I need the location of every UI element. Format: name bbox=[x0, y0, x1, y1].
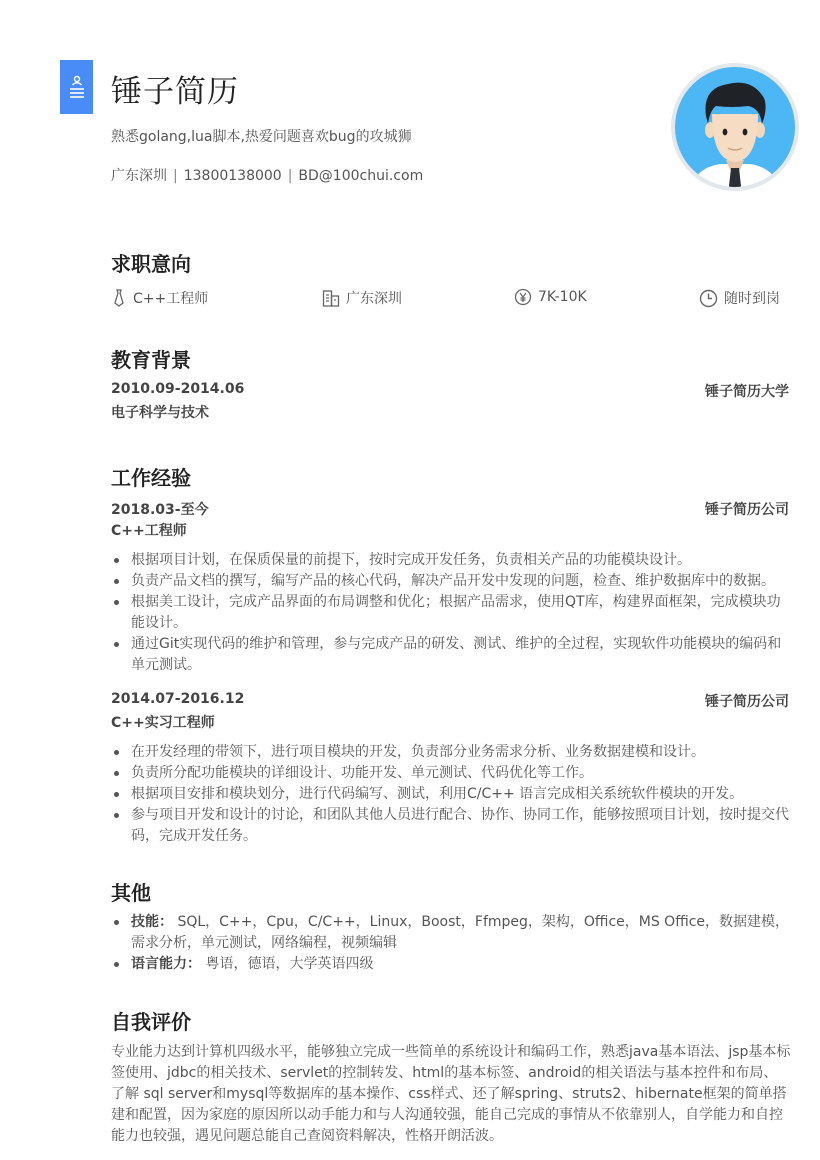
user-list-icon bbox=[69, 74, 85, 100]
contact-email: BD@100chui.com bbox=[298, 168, 424, 184]
yen-icon bbox=[514, 288, 532, 306]
list-item: 根据项目安排和模块划分，进行代码编写、测试，利用C/C++ 语言完成相关系统软件模块的开发。 bbox=[111, 784, 791, 805]
tie-icon bbox=[111, 289, 127, 307]
clock-icon bbox=[699, 289, 718, 308]
intent-salary-text: 7K-10K bbox=[538, 289, 587, 305]
education-school: 锤子简历大学 bbox=[705, 384, 789, 400]
intent-availability bbox=[699, 288, 780, 308]
education-row bbox=[111, 381, 789, 400]
list-item bbox=[111, 912, 791, 954]
work-duties-2 bbox=[111, 742, 791, 847]
contact-location: 广东深圳 bbox=[111, 168, 167, 184]
list-item: 负责产品文档的撰写，编写产品的核心代码，解决产品开发中发现的问题，检查、维护数据库中的数据。 bbox=[111, 571, 791, 592]
section-title-intent: 求职意向 bbox=[111, 252, 191, 276]
work-row-1 bbox=[111, 499, 789, 519]
list-item: 根据美工设计，完成产品界面的布局调整和优化；根据产品需求，使用QT库，构建界面框架，完成模块功能设计。 bbox=[111, 592, 791, 634]
intent-position bbox=[111, 288, 208, 308]
education-date: 2010.09-2014.06 bbox=[111, 381, 245, 397]
resume-badge bbox=[60, 60, 93, 114]
separator: | bbox=[287, 168, 293, 184]
candidate-name: 锤子简历 bbox=[111, 74, 239, 110]
work-duties-1 bbox=[111, 550, 791, 676]
avatar bbox=[670, 62, 800, 192]
work-role: C++实习工程师 bbox=[111, 715, 215, 731]
list-item bbox=[111, 954, 791, 975]
separator: | bbox=[173, 168, 178, 184]
list-item: 根据项目计划，在保质保量的前提下，按时完成开发任务，负责相关产品的功能模块设计。 bbox=[111, 550, 791, 571]
tagline: 熟悉golang,lua脚本,热爱问题喜欢bug的攻城狮 bbox=[111, 129, 412, 145]
other-list bbox=[111, 912, 791, 975]
section-title-other: 其他 bbox=[111, 881, 151, 905]
list-item: 通过Git实现代码的维护和管理，参与完成产品的研发、测试、维护的全过程，实现软件功能模块的编码和单元测试。 bbox=[111, 634, 791, 676]
intent-location-text: 广东深圳 bbox=[346, 291, 402, 307]
section-title-self: 自我评价 bbox=[111, 1010, 191, 1034]
list-item: 参与项目开发和设计的讨论，和团队其他人员进行配合、协作、协同工作，能够按照项目计划，按时提交代码，完成开发任务。 bbox=[111, 805, 791, 847]
intent-position-text: C++工程师 bbox=[133, 291, 209, 307]
skills-text: SQL，C++，Cpu，C/C++，Linux，Boost，Ffmpeg，架构，Office，MS Office，数据建模，需求分析，单元测试，网络编程，视频编辑 bbox=[131, 914, 790, 951]
languages-label: 语言能力： bbox=[131, 956, 201, 972]
intent-availability-text: 随时到岗 bbox=[724, 291, 780, 307]
education-major: 电子科学与技术 bbox=[111, 405, 209, 421]
intent-salary bbox=[514, 288, 587, 306]
work-row-2 bbox=[111, 691, 789, 710]
work-company: 锤子简历公司 bbox=[705, 502, 789, 518]
work-role: C++工程师 bbox=[111, 523, 187, 539]
intent-location bbox=[322, 288, 402, 308]
work-date: 2018.03-至今 bbox=[111, 502, 209, 518]
languages-text: 粤语，德语，大学英语四级 bbox=[205, 956, 374, 972]
work-company: 锤子简历公司 bbox=[705, 694, 789, 710]
contact-line bbox=[111, 165, 423, 185]
list-item: 在开发经理的带领下，进行项目模块的开发，负责部分业务需求分析、业务数据建模和设计。 bbox=[111, 742, 791, 763]
self-evaluation: 专业能力达到计算机四级水平，能够独立完成一些简单的系统设计和编码工作，熟悉java基本语法、jsp基本标签使用、jdbc的相关技术、servlet的控制转发、html的基本标签、android的相关语法与基本控件和布局、了解 sql server和mysql等数据库的基本操作、css样式、还了解spring、struts2、hibernate框架的简单搭建和配置，因为家庭的原因所以动手能力和与人沟通较强，能自己完成的事情从不依靠别人，自学能力和自控能力也较强，遇见问题总能自己查阅资料解决，性格开朗活波。 bbox=[111, 1044, 791, 1144]
intent-row bbox=[111, 288, 791, 310]
work-date: 2014.07-2016.12 bbox=[111, 691, 245, 707]
contact-phone: 13800138000 bbox=[183, 168, 282, 184]
building-icon bbox=[322, 289, 340, 307]
section-title-education: 教育背景 bbox=[111, 348, 191, 372]
skills-label: 技能： bbox=[131, 914, 173, 930]
section-title-work: 工作经验 bbox=[111, 466, 191, 490]
list-item: 负责所分配功能模块的详细设计、功能开发、单元测试、代码优化等工作。 bbox=[111, 763, 791, 784]
